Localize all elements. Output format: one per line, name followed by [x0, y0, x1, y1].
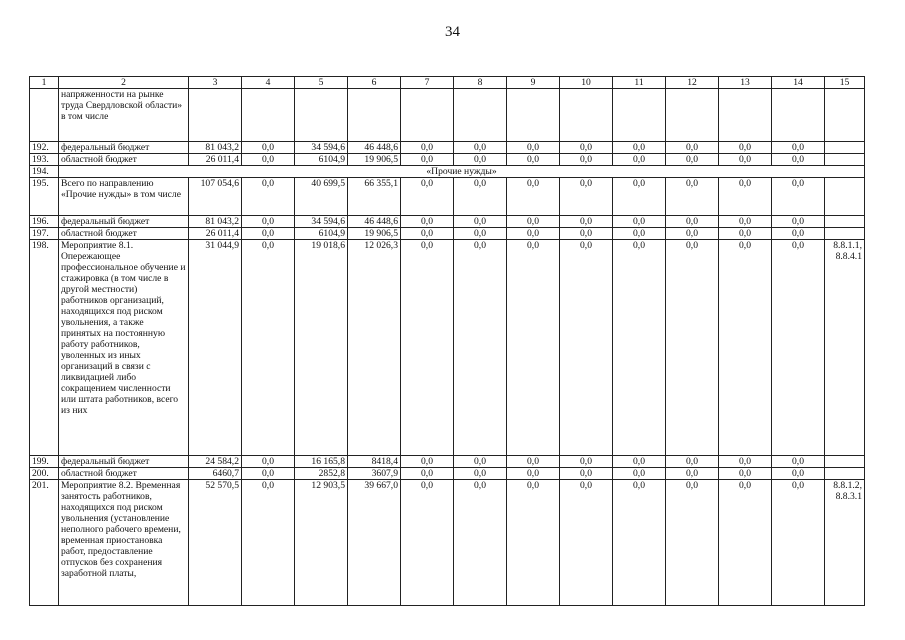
cell-value: 2852,8 — [295, 468, 348, 480]
cell-value: 0,0 — [772, 228, 825, 240]
cell-value: 0,0 — [772, 154, 825, 166]
row-name: федеральный бюджет — [59, 456, 189, 468]
row-name: Мероприятие 8.1. Опережающее профессиональное обучение и стажировка (в том числе в другой местности) работников организаций, находящихся под риском увольнения, а также принятых на постоянную работу работников, уволенных из иных организаций в связи с ликвидацией либо сокращением численности или штата работников, всего из них — [59, 240, 189, 456]
cell-value: 0,0 — [560, 480, 613, 606]
row-name: областной бюджет — [59, 228, 189, 240]
cell-value: 0,0 — [666, 178, 719, 216]
cell-value: 34 594,6 — [295, 216, 348, 228]
column-header: 4 — [242, 77, 295, 89]
cell-value: 0,0 — [613, 240, 666, 456]
table-row — [30, 228, 865, 240]
cell-value: 0,0 — [613, 216, 666, 228]
target-code — [825, 468, 865, 480]
cell-value: 0,0 — [242, 480, 295, 606]
cell-value: 0,0 — [560, 468, 613, 480]
table-row — [30, 178, 865, 216]
row-name: областной бюджет — [59, 154, 189, 166]
table-row — [30, 480, 865, 606]
cell-value: 0,0 — [401, 240, 454, 456]
cell-value: 0,0 — [507, 228, 560, 240]
column-header: 5 — [295, 77, 348, 89]
cell-value: 6104,9 — [295, 228, 348, 240]
cell-value: 0,0 — [666, 154, 719, 166]
column-header: 8 — [454, 77, 507, 89]
cell-value: 19 906,5 — [348, 154, 401, 166]
cell-value — [348, 89, 401, 142]
column-header: 3 — [189, 77, 242, 89]
cell-value: 0,0 — [560, 228, 613, 240]
cell-value: 8418,4 — [348, 456, 401, 468]
table-row — [30, 166, 865, 178]
cell-value: 0,0 — [613, 178, 666, 216]
row-number: 200. — [30, 468, 59, 480]
section-title: «Прочие нужды» — [59, 166, 865, 178]
cell-value: 0,0 — [560, 178, 613, 216]
cell-value: 0,0 — [401, 456, 454, 468]
cell-value: 0,0 — [560, 142, 613, 154]
row-number: 192. — [30, 142, 59, 154]
cell-value: 0,0 — [454, 154, 507, 166]
cell-value: 6104,9 — [295, 154, 348, 166]
cell-value: 0,0 — [507, 142, 560, 154]
target-code — [825, 154, 865, 166]
column-header: 13 — [719, 77, 772, 89]
cell-value: 0,0 — [719, 240, 772, 456]
page-number: 34 — [445, 24, 460, 40]
cell-value: 0,0 — [772, 468, 825, 480]
cell-value: 0,0 — [454, 142, 507, 154]
cell-value: 0,0 — [560, 216, 613, 228]
cell-value — [719, 89, 772, 142]
column-header: 10 — [560, 77, 613, 89]
row-name: Мероприятие 8.2. Временная занятость работников, находящихся под риском увольнения (установление неполного рабочего времени, временная приостановка работ, предоставление отпусков без сохранения заработной платы, — [59, 480, 189, 606]
target-code — [825, 456, 865, 468]
cell-value: 0,0 — [666, 240, 719, 456]
cell-value: 0,0 — [719, 480, 772, 606]
cell-value: 0,0 — [401, 480, 454, 606]
table-row — [30, 468, 865, 480]
cell-value — [613, 89, 666, 142]
row-number: 194. — [30, 166, 59, 178]
cell-value — [666, 89, 719, 142]
cell-value: 0,0 — [666, 480, 719, 606]
row-name: областной бюджет — [59, 468, 189, 480]
cell-value: 0,0 — [401, 154, 454, 166]
cell-value: 19 906,5 — [348, 228, 401, 240]
cell-value: 0,0 — [560, 456, 613, 468]
column-header: 12 — [666, 77, 719, 89]
cell-value: 26 011,4 — [189, 228, 242, 240]
table-row — [30, 216, 865, 228]
row-name: Всего по направлению «Прочие нужды» в том числе — [59, 178, 189, 216]
cell-value: 0,0 — [772, 240, 825, 456]
cell-value — [242, 89, 295, 142]
cell-value: 0,0 — [666, 142, 719, 154]
cell-value: 19 018,6 — [295, 240, 348, 456]
cell-value — [295, 89, 348, 142]
cell-value: 0,0 — [507, 178, 560, 216]
cell-value: 0,0 — [507, 154, 560, 166]
cell-value: 40 699,5 — [295, 178, 348, 216]
column-header: 11 — [613, 77, 666, 89]
cell-value: 16 165,8 — [295, 456, 348, 468]
target-code: 8.8.1.2, 8.8.3.1 — [825, 480, 865, 606]
cell-value: 0,0 — [507, 456, 560, 468]
row-name: напряженности на рынке труда Свердловской области» в том числе — [59, 89, 189, 142]
cell-value: 0,0 — [613, 142, 666, 154]
cell-value: 12 903,5 — [295, 480, 348, 606]
cell-value: 0,0 — [401, 468, 454, 480]
column-header: 6 — [348, 77, 401, 89]
cell-value: 0,0 — [507, 468, 560, 480]
cell-value: 0,0 — [454, 228, 507, 240]
cell-value: 0,0 — [242, 240, 295, 456]
cell-value: 0,0 — [719, 468, 772, 480]
cell-value: 0,0 — [772, 178, 825, 216]
cell-value: 6460,7 — [189, 468, 242, 480]
cell-value: 0,0 — [507, 480, 560, 606]
cell-value: 52 570,5 — [189, 480, 242, 606]
cell-value: 0,0 — [613, 468, 666, 480]
cell-value: 0,0 — [454, 456, 507, 468]
row-number: 201. — [30, 480, 59, 606]
cell-value: 0,0 — [507, 240, 560, 456]
cell-value — [507, 89, 560, 142]
cell-value: 66 355,1 — [348, 178, 401, 216]
cell-value: 0,0 — [666, 468, 719, 480]
cell-value: 0,0 — [507, 216, 560, 228]
cell-value: 0,0 — [454, 178, 507, 216]
cell-value: 0,0 — [772, 216, 825, 228]
cell-value: 31 044,9 — [189, 240, 242, 456]
row-number: 195. — [30, 178, 59, 216]
row-number: 198. — [30, 240, 59, 456]
table-row — [30, 154, 865, 166]
cell-value: 0,0 — [242, 456, 295, 468]
target-code — [825, 228, 865, 240]
column-header: 9 — [507, 77, 560, 89]
cell-value: 0,0 — [719, 142, 772, 154]
budget-table — [29, 76, 865, 606]
cell-value: 0,0 — [401, 216, 454, 228]
cell-value: 0,0 — [772, 142, 825, 154]
cell-value: 0,0 — [242, 142, 295, 154]
cell-value: 46 448,6 — [348, 216, 401, 228]
cell-value: 0,0 — [242, 154, 295, 166]
cell-value: 0,0 — [560, 240, 613, 456]
column-header: 14 — [772, 77, 825, 89]
cell-value: 81 043,2 — [189, 216, 242, 228]
cell-value: 0,0 — [772, 456, 825, 468]
cell-value: 0,0 — [454, 480, 507, 606]
target-code — [825, 89, 865, 142]
cell-value: 0,0 — [401, 228, 454, 240]
cell-value: 0,0 — [454, 240, 507, 456]
row-number: 197. — [30, 228, 59, 240]
cell-value: 0,0 — [613, 480, 666, 606]
cell-value: 0,0 — [666, 228, 719, 240]
cell-value: 0,0 — [772, 480, 825, 606]
cell-value — [454, 89, 507, 142]
cell-value: 26 011,4 — [189, 154, 242, 166]
cell-value: 0,0 — [719, 178, 772, 216]
row-name: федеральный бюджет — [59, 216, 189, 228]
row-name: федеральный бюджет — [59, 142, 189, 154]
cell-value: 0,0 — [454, 468, 507, 480]
row-number: 196. — [30, 216, 59, 228]
target-code: 8.8.1.1, 8.8.4.1 — [825, 240, 865, 456]
cell-value: 3607,9 — [348, 468, 401, 480]
cell-value: 24 584,2 — [189, 456, 242, 468]
cell-value: 0,0 — [242, 468, 295, 480]
row-number: 199. — [30, 456, 59, 468]
cell-value: 0,0 — [242, 216, 295, 228]
cell-value: 34 594,6 — [295, 142, 348, 154]
target-code — [825, 178, 865, 216]
cell-value: 12 026,3 — [348, 240, 401, 456]
table-row — [30, 142, 865, 154]
cell-value: 0,0 — [454, 216, 507, 228]
cell-value: 46 448,6 — [348, 142, 401, 154]
cell-value: 81 043,2 — [189, 142, 242, 154]
header-row — [30, 77, 865, 89]
cell-value: 0,0 — [719, 456, 772, 468]
cell-value: 39 667,0 — [348, 480, 401, 606]
row-number — [30, 89, 59, 142]
cell-value: 0,0 — [560, 154, 613, 166]
cell-value: 0,0 — [242, 228, 295, 240]
column-header: 1 — [30, 77, 59, 89]
row-number: 193. — [30, 154, 59, 166]
cell-value — [772, 89, 825, 142]
table-row — [30, 89, 865, 142]
cell-value — [401, 89, 454, 142]
column-header: 7 — [401, 77, 454, 89]
target-code — [825, 216, 865, 228]
cell-value: 0,0 — [401, 142, 454, 154]
cell-value: 107 054,6 — [189, 178, 242, 216]
column-header: 15 — [825, 77, 865, 89]
cell-value: 0,0 — [613, 154, 666, 166]
table-row — [30, 240, 865, 456]
target-code — [825, 142, 865, 154]
cell-value: 0,0 — [719, 154, 772, 166]
cell-value: 0,0 — [719, 216, 772, 228]
cell-value — [560, 89, 613, 142]
cell-value: 0,0 — [719, 228, 772, 240]
cell-value: 0,0 — [613, 228, 666, 240]
cell-value — [189, 89, 242, 142]
cell-value: 0,0 — [613, 456, 666, 468]
cell-value: 0,0 — [666, 456, 719, 468]
cell-value: 0,0 — [242, 178, 295, 216]
table-row — [30, 456, 865, 468]
column-header: 2 — [59, 77, 189, 89]
cell-value: 0,0 — [666, 216, 719, 228]
cell-value: 0,0 — [401, 178, 454, 216]
